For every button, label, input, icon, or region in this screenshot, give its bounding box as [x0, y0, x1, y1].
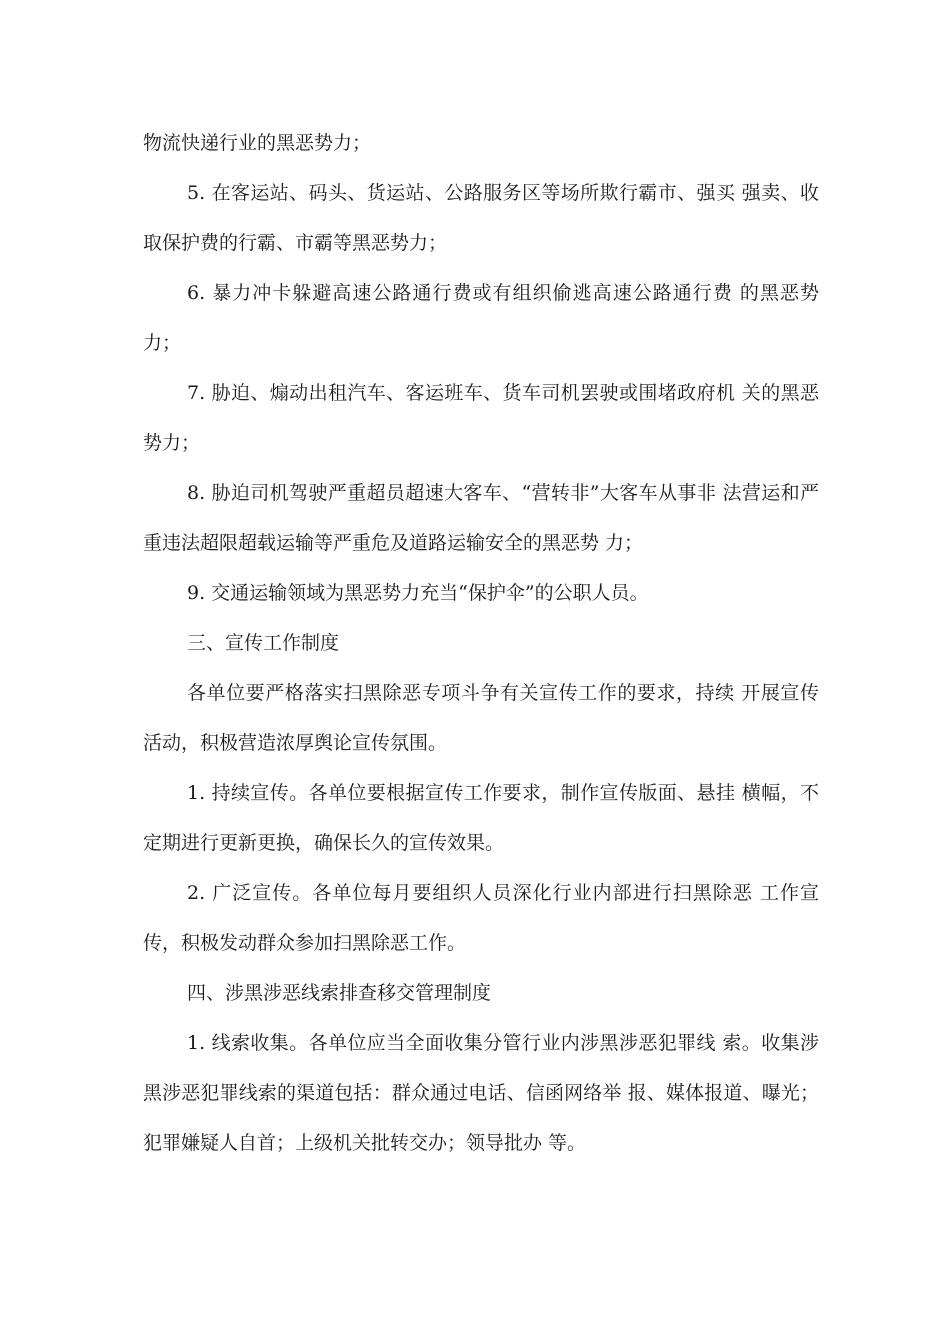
- paragraph-continuation: 物流快递行业的黑恶势力；: [143, 132, 372, 154]
- section-heading-3: 三、宣传工作制度: [187, 632, 340, 654]
- list-item-6: 6. 暴力冲卡躲避高速公路通行费或有组织偷逃高速公路通行费 的黑恶势力；: [143, 282, 819, 354]
- clue-item-1: 1. 线索收集。各单位应当全面收集分管行业内涉黑涉恶犯罪线 索。收集涉黑涉恶犯罪线索的渠道包括：群众通过电话、信函网络举 报、媒体报道、曝光；犯罪嫌疑人自首；上级机关批转交办；领导批办 等。: [143, 1032, 819, 1154]
- section-heading-4: 四、涉黑涉恶线索排查移交管理制度: [187, 982, 492, 1004]
- list-item-5: 5. 在客运站、码头、货运站、公路服务区等场所欺行霸市、强买 强卖、收取保护费的行霸、市霸等黑恶势力；: [143, 182, 819, 254]
- list-item-9: 9. 交通运输领域为黑恶势力充当“保护伞”的公职人员。: [187, 582, 649, 604]
- list-item-8: 8. 胁迫司机驾驶严重超员超速大客车、“营转非”大客车从事非 法营运和严重违法超限超载运输等严重危及道路运输安全的黑恶势 力；: [143, 482, 819, 554]
- document-body: [143, 118, 819, 1168]
- publicity-item-2: 2. 广泛宣传。各单位每月要组织人员深化行业内部进行扫黑除恶 工作宣传，积极发动群众参加扫黑除恶工作。: [143, 882, 819, 954]
- list-item-7: 7. 胁迫、煽动出租汽车、客运班车、货车司机罢驶或围堵政府机 关的黑恶势力；: [143, 382, 819, 454]
- publicity-item-1: 1. 持续宣传。各单位要根据宣传工作要求，制作宣传版面、悬挂 横幅，不定期进行更新更换，确保长久的宣传效果。: [143, 782, 819, 854]
- section-intro: 各单位要严格落实扫黑除恶专项斗争有关宣传工作的要求，持续 开展宣传活动，积极营造浓厚舆论宣传氛围。: [143, 682, 819, 754]
